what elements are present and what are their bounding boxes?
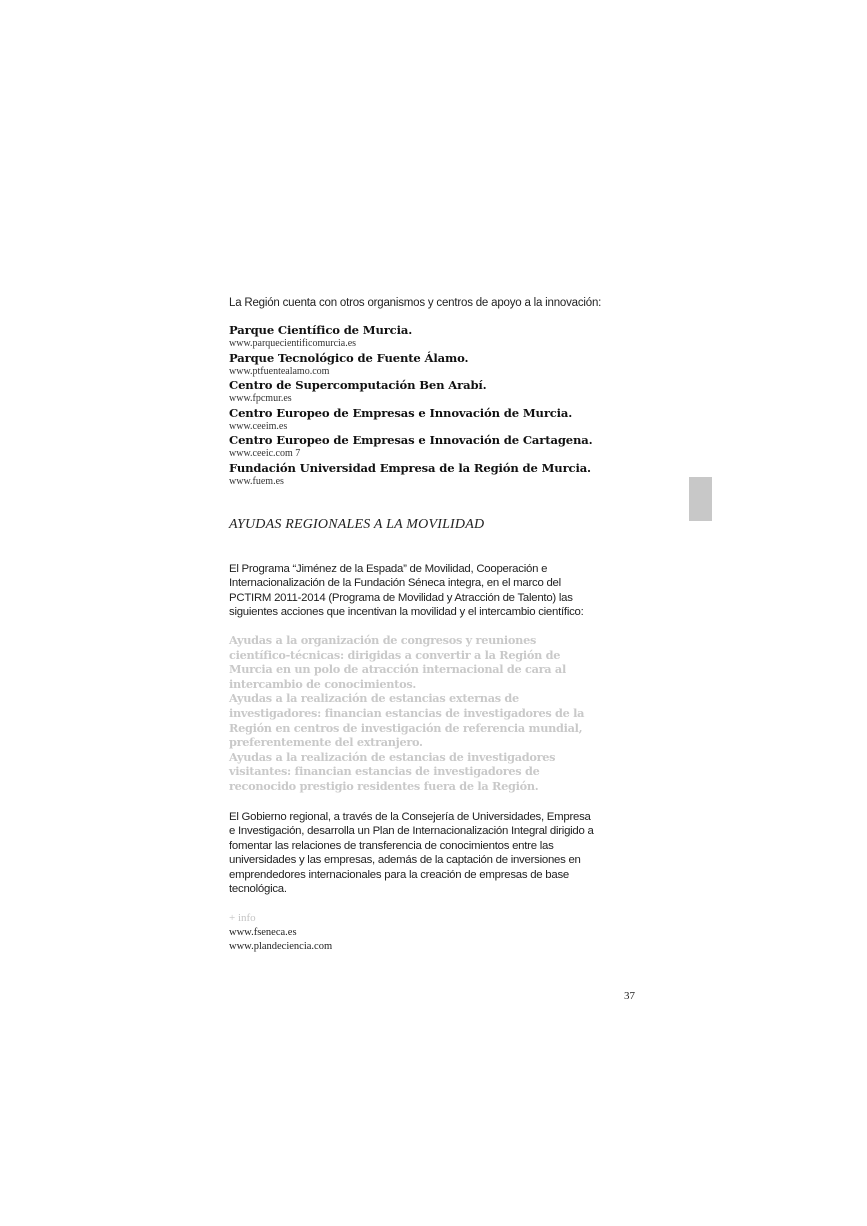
- more-info-label: + info: [229, 912, 256, 924]
- side-tab-marker: [689, 477, 712, 521]
- more-info-link[interactable]: www.fseneca.es: [229, 926, 297, 938]
- org-name: Parque Tecnológico de Fuente Álamo.: [229, 350, 469, 365]
- org-name: Centro de Supercomputación Ben Arabí.: [229, 378, 487, 392]
- organization-list: [229, 323, 629, 488]
- org-url[interactable]: www.ptfuentealamo.com: [229, 365, 330, 377]
- action-item: Ayudas a la realización de estancias externas de investigadores: financian estancias de investigadores de la Región en centros de investigación de referencia mundial, preferentemente del extranjero.: [229, 691, 585, 750]
- page-number: 37: [624, 990, 635, 1002]
- actions-list: [229, 633, 591, 794]
- action-item: Ayudas a la organización de congresos y reuniones científico-técnicas: dirigidas a convertir a la Región de Murcia en un polo de atracción internacional de cara al intercambio de conocimientos.: [229, 633, 566, 691]
- action-item: Ayudas a la realización de estancias de investigadores visitantes: financian estancias de investigadores de reconocido prestigio residentes fuera de la Región.: [229, 749, 556, 793]
- more-info: [229, 911, 429, 955]
- section-title: AYUDAS REGIONALES A LA MOVILIDAD: [229, 517, 485, 532]
- org-name: Centro Europeo de Empresas e Innovación de Cartagena.: [229, 433, 593, 447]
- org-url[interactable]: www.ceeim.es: [229, 420, 288, 432]
- intro-text: La Región cuenta con otros organismos y centros de apoyo a la innovación:: [229, 297, 602, 309]
- org-name: Centro Europeo de Empresas e Innovación de Murcia.: [229, 405, 573, 420]
- org-url[interactable]: www.fpcmur.es: [229, 393, 292, 404]
- org-url[interactable]: www.fuem.es: [229, 475, 284, 487]
- org-url[interactable]: www.parquecientificomurcia.es: [229, 338, 357, 349]
- org-name: Parque Científico de Murcia.: [229, 323, 413, 337]
- org-url[interactable]: www.ceeic.com 7: [229, 448, 301, 459]
- more-info-link[interactable]: www.plandeciencia.com: [229, 941, 333, 952]
- org-name: Fundación Universidad Empresa de la Región de Murcia.: [229, 460, 591, 475]
- paragraph-programa: El Programa “Jiménez de la Espada” de Movilidad, Cooperación e Internacionalización de la Fundación Séneca integra, en el marco del PCTIRM 2011-2014 (Programa de Movilidad y Atracción de Talento) las siguientes acciones que incentivan la movilidad y el intercambio científico:: [229, 563, 584, 619]
- paragraph-gobierno: El Gobierno regional, a través de la Consejería de Universidades, Empresa e Investigación, desarrolla un Plan de Internacionalización Integral dirigido a fomentar las relaciones de transferencia de conocimientos entre las universidades y las empresas, además de la captación de inversiones en emprendedores internacionales para la creación de empresas de base tecnológica.: [229, 811, 594, 896]
